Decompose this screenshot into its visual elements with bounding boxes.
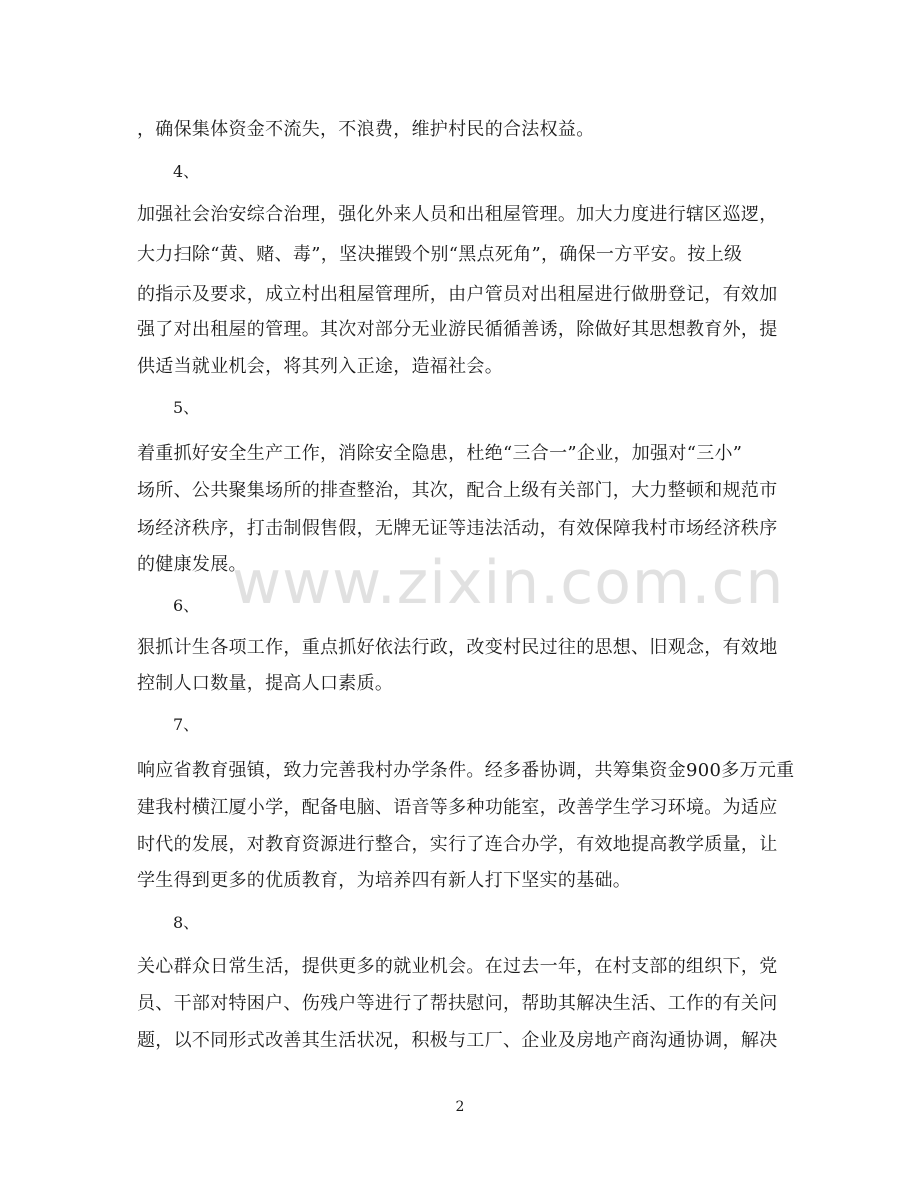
text-line: 关心群众日常生活，提供更多的就业机会。在过去一年，在村支部的组织下，党 — [137, 956, 778, 977]
text-line: 供适当就业机会，将其列入正途，造福社会。 — [137, 356, 503, 377]
text-line: 场经济秩序，打击制假售假，无牌无证等违法活动，有效保障我村市场经济秩序 — [137, 518, 778, 539]
text-line: 大力扫除“黄、赌、毒”，坚决摧毁个别“黑点死角”，确保一方平安。按上级 — [137, 244, 743, 265]
watermark: www.zixin.com.cn — [232, 548, 785, 618]
item-number: 7、 — [173, 715, 200, 734]
text-line: 狠抓计生各项工作，重点抓好依法行政，改变村民过往的思想、旧观念，有效地 — [137, 637, 778, 658]
text-line: 着重抓好安全生产工作，消除安全隐患，杜绝“三合一”企业，加强对“三小” — [137, 443, 743, 464]
item-number: 8、 — [173, 913, 200, 932]
page-number: 2 — [455, 1099, 465, 1115]
text-line: 的健康发展。 — [137, 554, 247, 575]
text-line: 强了对出租屋的管理。其次对部分无业游民循循善诱，除做好其思想教育外，提 — [137, 319, 778, 340]
text-line: 员、干部对特困户、伤残户等进行了帮扶慰问，帮助其解决生活、工作的有关问 — [137, 993, 778, 1014]
text-line: 学生得到更多的优质教育，为培养四有新人打下坚实的基础。 — [137, 870, 632, 891]
text-line: 的指示及要求，成立村出租屋管理所，由户管员对出租屋进行做册登记，有效加 — [137, 284, 778, 305]
text-line: 时代的发展，对教育资源进行整合，实行了连合办学，有效地提高教学质量，让 — [137, 834, 778, 855]
item-number: 5、 — [173, 398, 200, 417]
text-line: 场所、公共聚集场所的排查整治，其次，配合上级有关部门，大力整顿和规范市 — [137, 480, 778, 501]
text-line: 加强社会治安综合治理，强化外来人员和出租屋管理。加大力度进行辖区巡逻， — [137, 204, 778, 225]
text-line: ，确保集体资金不流失，不浪费，维护村民的合法权益。 — [137, 119, 595, 140]
item-number: 4、 — [173, 162, 200, 181]
item-number: 6、 — [173, 596, 200, 615]
text-line: 响应省教育强镇，致力完善我村办学条件。经多番协调，共筹集资金900多万元重 — [137, 760, 795, 781]
text-line: 建我村横江厦小学，配备电脑、语音等多种功能室，改善学生学习环境。为适应 — [137, 797, 778, 818]
text-line: 题，以不同形式改善其生活状况，积极与工厂、企业及房地产商沟通协调，解决 — [137, 1030, 778, 1051]
text-line: 控制人口数量，提高人口素质。 — [137, 673, 394, 694]
